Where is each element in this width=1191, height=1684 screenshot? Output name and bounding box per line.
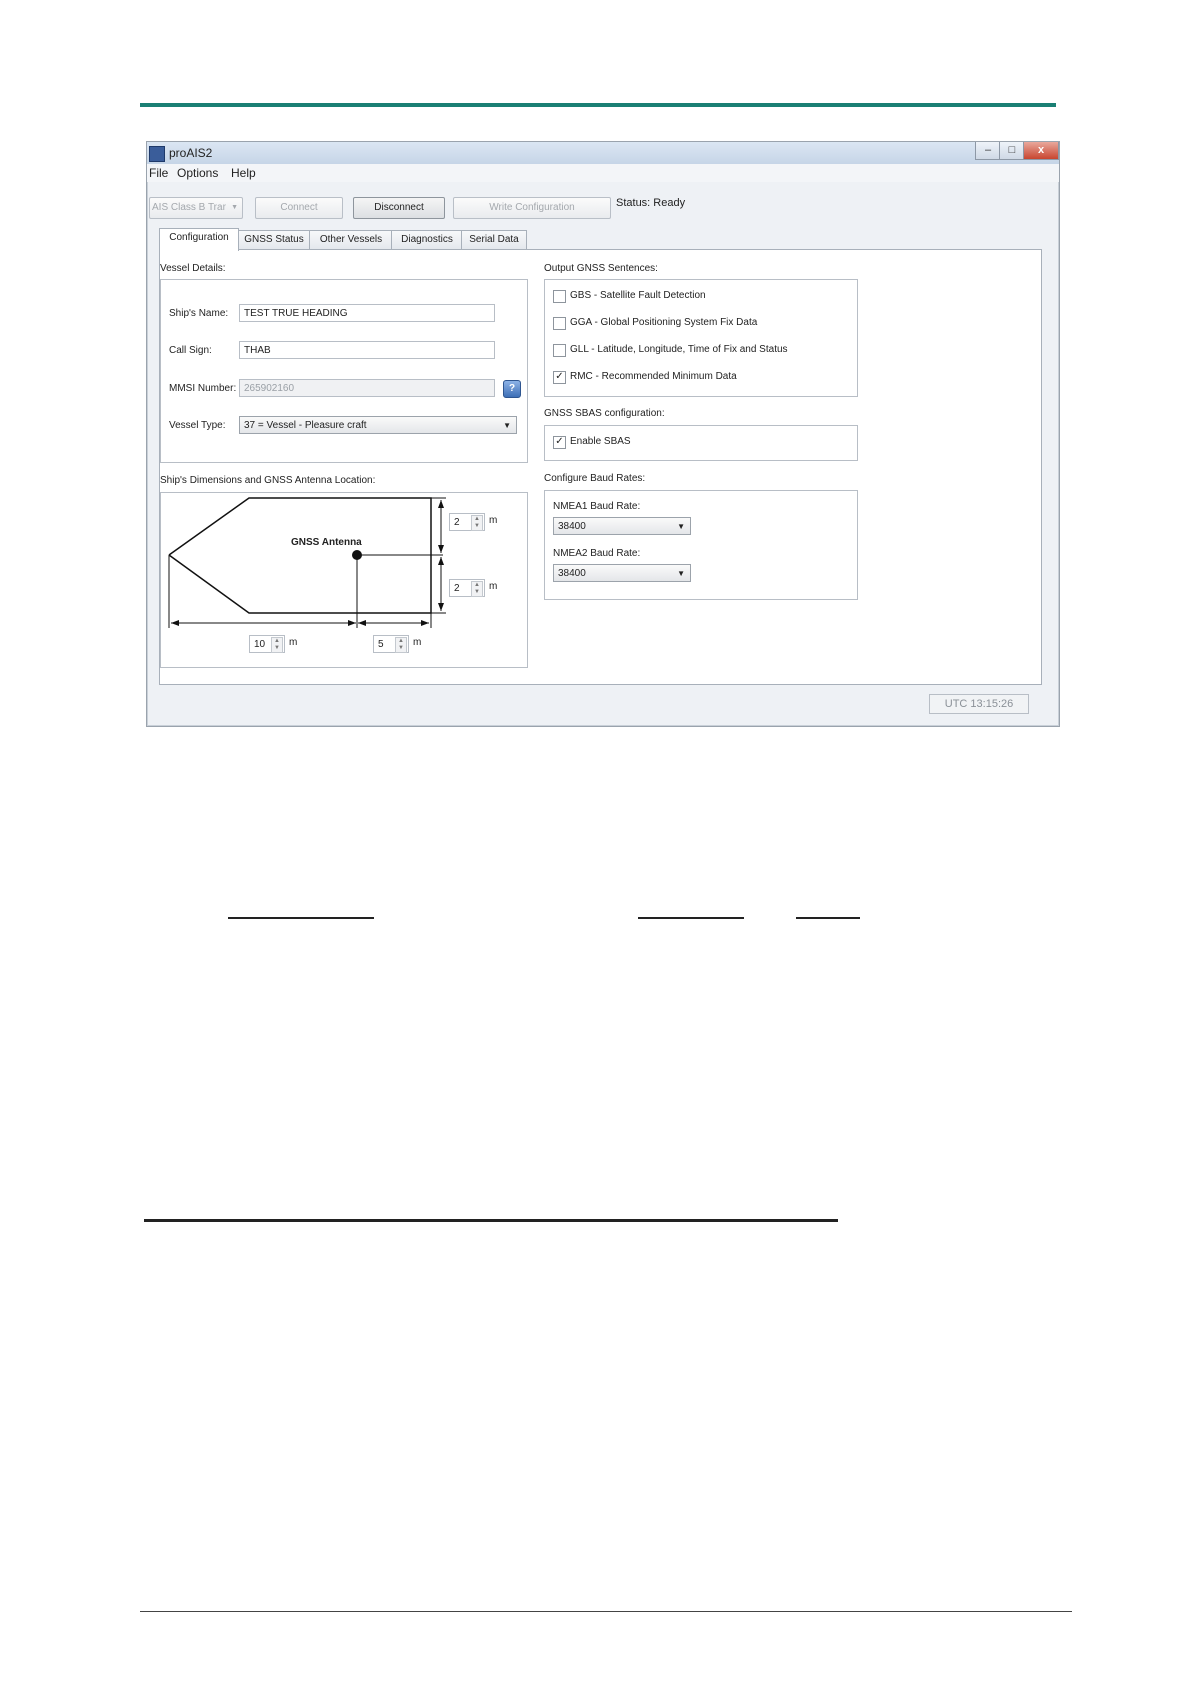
- dimensions-label: Ship's Dimensions and GNSS Antenna Location:: [160, 475, 376, 486]
- vessel-type-value: 37 = Vessel - Pleasure craft: [244, 420, 367, 431]
- call-sign-input[interactable]: THAB: [239, 341, 495, 359]
- nmea2-label: NMEA2 Baud Rate:: [553, 548, 641, 559]
- chevron-down-icon: ▼: [503, 421, 511, 430]
- tab-configuration[interactable]: Configuration: [159, 228, 239, 251]
- ship-name-label: Ship's Name:: [169, 308, 229, 319]
- vessel-details-label: Vessel Details:: [160, 263, 226, 274]
- nmea1-select[interactable]: [553, 517, 691, 535]
- vessel-type-label: Vessel Type:: [169, 420, 226, 431]
- configuration-panel: [159, 249, 1042, 685]
- dim-a-value: 2: [454, 517, 460, 528]
- menu-help[interactable]: Help: [231, 166, 256, 180]
- tab-gnss-status[interactable]: GNSS Status: [237, 230, 311, 249]
- disconnect-button[interactable]: Disconnect: [353, 197, 445, 219]
- mmsi-help-icon[interactable]: ?: [503, 380, 521, 398]
- chevron-down-icon: ▼: [677, 569, 685, 578]
- page-top-rule: [140, 103, 1056, 107]
- write-configuration-button[interactable]: Write Configuration: [453, 197, 611, 219]
- dimensions-group: [160, 492, 528, 668]
- gnss-antenna-label: GNSS Antenna: [291, 537, 362, 548]
- connect-button[interactable]: Connect: [255, 197, 343, 219]
- close-button[interactable]: x: [1023, 142, 1059, 160]
- minimize-button[interactable]: ‒: [975, 142, 1001, 160]
- mmsi-input: 265902160: [239, 379, 495, 397]
- menu-options[interactable]: Options: [177, 166, 219, 180]
- page-bottom-rule: [140, 1611, 1072, 1612]
- doc-rule: [144, 1219, 838, 1222]
- chevron-down-icon: ▼: [677, 522, 685, 531]
- gll-checkbox[interactable]: [553, 344, 566, 357]
- spin-arrows-icon[interactable]: ▲ ▼: [471, 515, 483, 531]
- rmc-checkbox[interactable]: ✓: [553, 371, 566, 384]
- arrow-a-top: [438, 500, 444, 508]
- arrow-a-bottom: [438, 545, 444, 553]
- sbas-enable-label: Enable SBAS: [570, 436, 631, 447]
- nmea1-label: NMEA1 Baud Rate:: [553, 501, 641, 512]
- gga-label: GGA - Global Positioning System Fix Data: [570, 317, 758, 328]
- arrow-b-top: [438, 557, 444, 565]
- maximize-button[interactable]: □: [999, 142, 1025, 160]
- gnss-sentences-label: Output GNSS Sentences:: [544, 263, 658, 274]
- arrow-d-left: [358, 620, 366, 626]
- sbas-checkbox[interactable]: ✓: [553, 436, 566, 449]
- spin-arrows-icon[interactable]: ▲ ▼: [395, 637, 407, 653]
- title-bar: [147, 142, 1059, 164]
- status-text: Status: Ready: [616, 197, 686, 209]
- dim-b-unit: m: [489, 581, 498, 592]
- dim-c-stepper[interactable]: [249, 635, 285, 653]
- spin-arrows-icon[interactable]: ▲ ▼: [271, 637, 283, 653]
- sbas-group: [544, 425, 858, 461]
- nmea2-select[interactable]: [553, 564, 691, 582]
- gll-label: GLL - Latitude, Longitude, Time of Fix and Status: [570, 344, 788, 355]
- dim-b-value: 2: [454, 583, 460, 594]
- tab-other-vessels[interactable]: Other Vessels: [309, 230, 393, 249]
- dim-a-stepper[interactable]: [449, 513, 485, 531]
- chevron-down-icon: ▼: [231, 204, 238, 211]
- vessel-type-select[interactable]: [239, 416, 517, 434]
- dim-d-unit: m: [413, 637, 422, 648]
- dim-d-value: 5: [378, 639, 384, 650]
- gbs-checkbox[interactable]: [553, 290, 566, 303]
- sbas-label: GNSS SBAS configuration:: [544, 408, 665, 419]
- device-select-value: AIS Class B Trar: [152, 202, 226, 213]
- arrow-b-bottom: [438, 603, 444, 611]
- doc-underline: [796, 917, 860, 919]
- nmea1-value: 38400: [558, 521, 586, 532]
- doc-underline: [228, 917, 374, 919]
- baud-group: [544, 490, 858, 600]
- dim-b-stepper[interactable]: [449, 579, 485, 597]
- gnss-sentences-group: [544, 279, 858, 397]
- antenna-dot: [352, 550, 362, 560]
- device-select[interactable]: [149, 197, 243, 219]
- tab-serial-data[interactable]: Serial Data: [461, 230, 527, 249]
- dim-c-value: 10: [254, 639, 266, 650]
- dim-c-unit: m: [289, 637, 298, 648]
- window-title: proAIS2: [169, 146, 213, 160]
- arrow-d-right: [421, 620, 429, 626]
- rmc-label: RMC - Recommended Minimum Data: [570, 371, 737, 382]
- doc-underline: [638, 917, 744, 919]
- gga-checkbox[interactable]: [553, 317, 566, 330]
- menu-file[interactable]: File: [149, 166, 169, 180]
- arrow-c-left: [171, 620, 179, 626]
- arrow-c-right: [348, 620, 356, 626]
- app-window: [146, 141, 1060, 727]
- nmea2-value: 38400: [558, 568, 586, 579]
- dim-d-stepper[interactable]: [373, 635, 409, 653]
- baud-label: Configure Baud Rates:: [544, 473, 646, 484]
- mmsi-label: MMSI Number:: [169, 383, 237, 394]
- app-icon: [149, 146, 165, 162]
- call-sign-label: Call Sign:: [169, 345, 212, 356]
- tab-diagnostics[interactable]: Diagnostics: [391, 230, 463, 249]
- dim-a-unit: m: [489, 515, 498, 526]
- ship-name-input[interactable]: TEST TRUE HEADING: [239, 304, 495, 322]
- gbs-label: GBS - Satellite Fault Detection: [570, 290, 706, 301]
- utc-clock: UTC 13:15:26: [929, 694, 1029, 714]
- vessel-details-group: [160, 279, 528, 463]
- spin-arrows-icon[interactable]: ▲ ▼: [471, 581, 483, 597]
- menu-bar: [147, 164, 1059, 182]
